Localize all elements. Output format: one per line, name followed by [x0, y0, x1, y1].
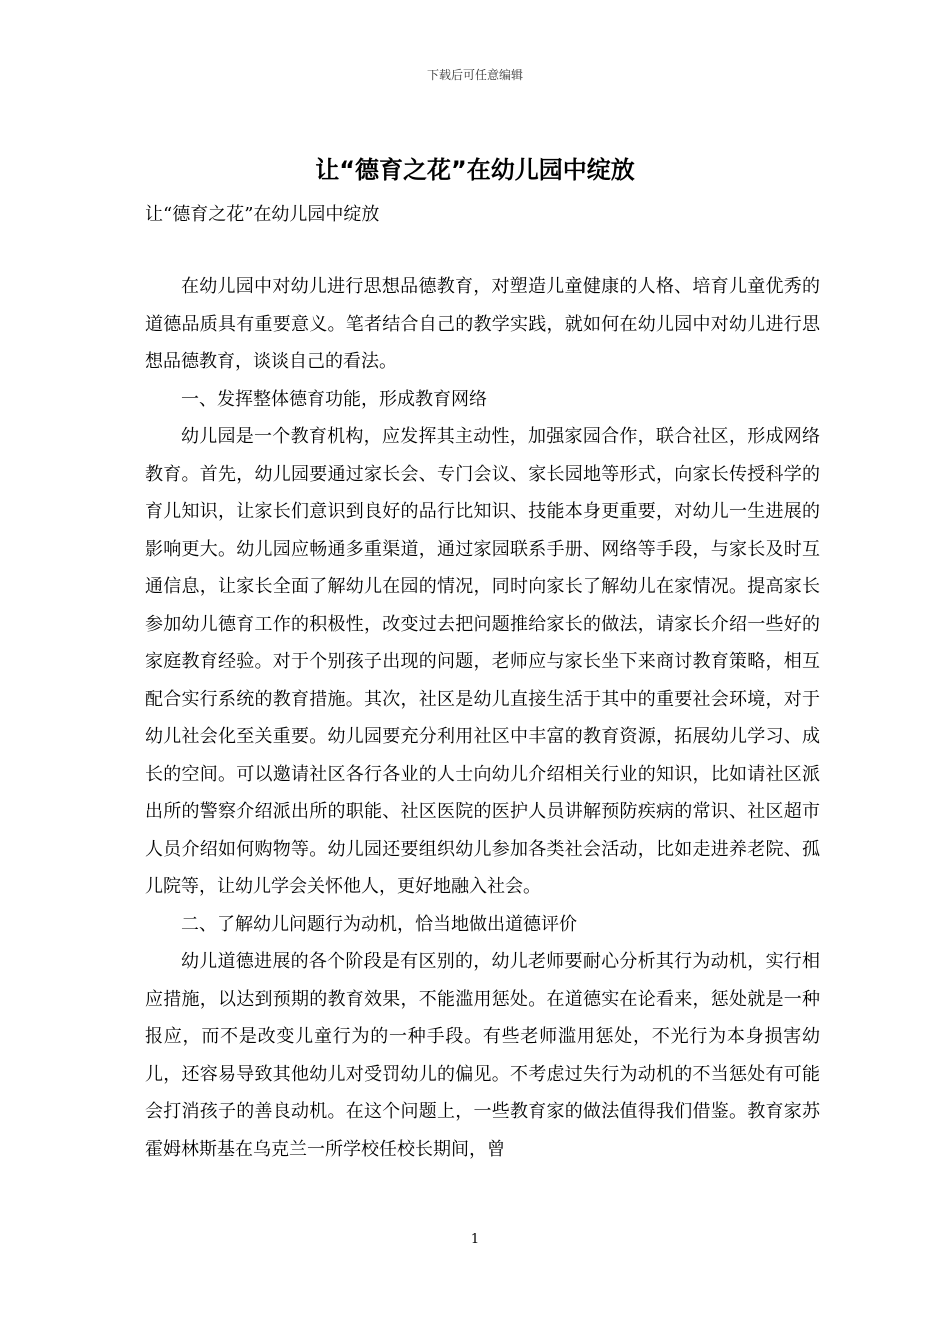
document-body: [145, 268, 820, 1168]
section-heading-1: 一、发挥整体德育功能，形成教育网络: [181, 388, 487, 410]
intro-paragraph: 在幼儿园中对幼儿进行思想品德教育，对塑造儿童健康的人格、培育儿童优秀的道德品质具有重要意义。笔者结合自己的教学实践，就如何在幼儿园中对幼儿进行思想品德教育，谈谈自己的看法。: [145, 276, 820, 372]
section-2-paragraph: 幼儿道德进展的各个阶段是有区别的，幼儿老师要耐心分析其行为动机，实行相应措施，以达到预期的教育效果，不能滥用惩处。在道德实在论看来，惩处就是一种报应，而不是改变儿童行为的一种手段。有些老师滥用惩处，不光行为本身损害幼儿，还容易导致其他幼儿对受罚幼儿的偏见。不考虑过失行为动机的不当惩处有可能会打消孩子的善良动机。在这个问题上，一些教育家的做法值得我们借鉴。教育家苏霍姆林斯基在乌克兰一所学校任校长期间，曾: [145, 951, 820, 1160]
section-1-paragraph: 幼儿园是一个教育机构，应发挥其主动性，加强家园合作，联合社区，形成网络教育。首先，幼儿园要通过家长会、专门会议、家长园地等形式，向家长传授科学的育儿知识，让家长们意识到良好的品行比知识、技能本身更重要，对幼儿一生进展的影响更大。幼儿园应畅通多重渠道，通过家园联系手册、网络等手段，与家长及时互通信息，让家长全面了解幼儿在园的情况，同时向家长了解幼儿在家情况。提高家长参加幼儿德育工作的积极性，改变过去把问题推给家长的做法，请家长介绍一些好的家庭教育经验。对于个别孩子出现的问题，老师应与家长坐下来商讨教育策略，相互配合实行系统的教育措施。其次，社区是幼儿直接生活于其中的重要社会环境，对于幼儿社会化至关重要。幼儿园要充分利用社区中丰富的教育资源，拓展幼儿学习、成长的空间。可以邀请社区各行各业的人士向幼儿介绍相关行业的知识，比如请社区派出所的警察介绍派出所的职能、社区医院的医护人员讲解预防疾病的常识、社区超市人员介绍如何购物等。幼儿园还要组织幼儿参加各类社会活动，比如走进养老院、孤儿院等，让幼儿学会关怀他人，更好地融入社会。: [145, 426, 820, 897]
document-subtitle: 让“德育之花”在幼儿园中绽放: [145, 204, 380, 225]
document-title: 让“德育之花”在幼儿园中绽放: [315, 156, 635, 184]
section-heading-2: 二、了解幼儿问题行为动机，恰当地做出道德评价: [181, 913, 577, 935]
page-header-note: 下载后可任意编辑: [426, 68, 523, 82]
page-number: 1: [470, 1232, 480, 1247]
